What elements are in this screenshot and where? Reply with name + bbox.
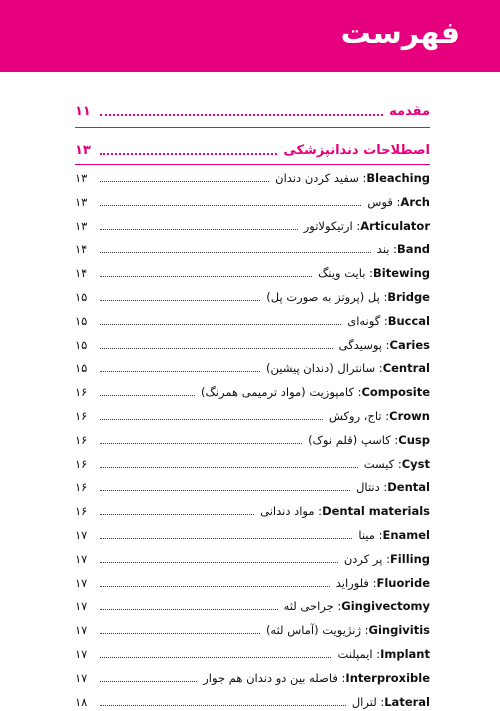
toc-entry-translation: گونه‌ای <box>347 313 381 328</box>
toc-entry-translation: جراحی لثه <box>283 599 334 614</box>
toc-entry-row[interactable] <box>75 429 430 449</box>
toc-entry-term: Caries <box>389 337 430 352</box>
toc-entry-label: Filling: پر کردن <box>343 551 430 566</box>
toc-entry-label: Bitewing: بایت وینگ <box>318 266 430 281</box>
toc-entry-term: Crown <box>389 409 430 423</box>
toc-entry-row[interactable] <box>75 310 430 330</box>
toc-leader-dots <box>100 561 338 563</box>
toc-entry-row[interactable] <box>75 572 430 592</box>
toc-leader-dots <box>100 299 260 301</box>
toc-entry-translation: کامپوزیت (مواد ترمیمی همرنگ) <box>201 385 354 400</box>
toc-leader-dots <box>100 204 361 206</box>
toc-entry-row[interactable] <box>75 595 430 615</box>
toc-entry-translation: سفید کردن دندان <box>275 171 359 185</box>
toc-entry-page: ۱۷ <box>75 623 88 638</box>
toc-entry-label: Central: سانترال (دندان پیشین) <box>266 361 430 376</box>
toc-entry-translation: فلوراید <box>335 575 369 590</box>
toc-entry-row[interactable] <box>75 334 430 354</box>
toc-entry-page: ۱۵ <box>75 337 88 352</box>
toc-leader-dots <box>100 656 331 658</box>
toc-entry-translation: قوس <box>367 194 393 209</box>
toc-entry-page: ۱۴ <box>75 266 88 281</box>
toc-section-page: ۱۳ <box>75 143 91 158</box>
toc-entry-page: ۱۶ <box>75 409 88 423</box>
toc-entry-page: ۱۶ <box>75 432 88 447</box>
toc-entry-page: ۱۳ <box>75 171 88 185</box>
toc-leader-dots <box>100 704 346 706</box>
toc-entry-label: Bridge: پل (پروتز به صورت پل) <box>266 290 430 304</box>
toc-entry-translation: بایت وینگ <box>318 266 366 281</box>
toc-leader-dots <box>100 275 312 277</box>
toc-entry-label: Gingivitis: ژنژیویت (آماس لثه) <box>265 623 430 638</box>
toc-entry-row[interactable] <box>75 191 430 211</box>
toc-entry-term: Articulator <box>360 218 430 233</box>
toc-entry-term: Band <box>397 242 430 257</box>
toc-leader-dots <box>100 680 197 682</box>
toc-leader-dots <box>100 347 333 349</box>
toc-entry-page: ۱۳ <box>75 218 88 233</box>
toc-entry-translation: مینا <box>358 528 375 542</box>
divider <box>75 164 430 165</box>
toc-entry-page: ۱۷ <box>75 551 88 566</box>
toc-entry-page: ۱۴ <box>75 242 88 257</box>
toc-entry-term: Cusp <box>398 432 430 447</box>
toc-entry-row[interactable] <box>75 619 430 639</box>
toc-entry-translation: پر کردن <box>343 551 383 566</box>
toc-entry-page: ۱۵ <box>75 313 88 328</box>
toc-entry-translation: ایمپلنت <box>337 647 373 661</box>
toc-entry-translation: ارتیکولاتور <box>303 218 353 233</box>
toc-entry-label: Caries: پوسیدگی <box>338 337 430 352</box>
toc-entry-page: ۱۵ <box>75 361 88 376</box>
toc-leader-dots <box>100 152 277 155</box>
toc-entry-row[interactable] <box>75 524 430 544</box>
toc-entry-row[interactable] <box>75 405 430 425</box>
toc-entry-page: ۱۷ <box>75 599 88 614</box>
toc-entry-page: ۱۸ <box>75 694 88 709</box>
toc-entry-page: ۱۷ <box>75 528 88 542</box>
toc-entry-page: ۱۶ <box>75 385 88 400</box>
toc-entry-translation: کاسپ (قلم نوک) <box>308 432 391 447</box>
toc-entry-term: Fluoride <box>376 575 430 590</box>
toc-entry-label: Gingivectomy: جراحی لثه <box>283 599 430 614</box>
toc-intro-row[interactable] <box>75 101 430 121</box>
toc-entry-row[interactable] <box>75 286 430 306</box>
toc-entry-row[interactable] <box>75 500 430 520</box>
toc-entry-row[interactable] <box>75 167 430 187</box>
toc-entry-row[interactable] <box>75 667 430 687</box>
toc-entry-label: Band: بند <box>376 242 430 257</box>
toc-entry-page: ۱۶ <box>75 504 88 519</box>
divider <box>75 127 430 128</box>
toc-entry-label: Fluoride: فلوراید <box>335 575 430 590</box>
toc-entry-row[interactable] <box>75 453 430 473</box>
toc-intro-page: ۱۱ <box>75 104 91 119</box>
toc-entry-label: Crown: تاج، روکش <box>328 409 430 423</box>
toc-entry-term: Bridge <box>387 290 430 304</box>
toc-entry-label: Composite: کامپوزیت (مواد ترمیمی همرنگ) <box>201 385 430 400</box>
toc-entry-translation: مواد دندانی <box>260 504 315 519</box>
toc-entry-term: Bleaching <box>366 171 430 185</box>
toc-entry-term: Interproxible <box>345 670 430 685</box>
toc-entry-translation: بند <box>376 242 390 257</box>
toc-entry-label: Dental materials: مواد دندانی <box>260 504 430 519</box>
toc-intro-label: مقدمه <box>389 104 430 119</box>
toc-entry-row[interactable] <box>75 238 430 258</box>
toc-leader-dots <box>100 251 371 253</box>
toc-entry-label: Interproxible: فاصله بین دو دندان هم جوار <box>203 670 430 685</box>
toc-entry-page: ۱۳ <box>75 194 88 209</box>
toc-entry-term: Dental <box>387 480 430 495</box>
toc-entry-translation: دنتال <box>356 480 380 495</box>
toc-entry-row[interactable] <box>75 691 430 711</box>
toc-entry-term: Dental materials <box>322 504 430 519</box>
toc-entry-term: Arch <box>400 194 430 209</box>
toc-entry-term: Filling <box>389 551 430 566</box>
toc-entry-term: Gingivitis <box>368 623 430 638</box>
toc-leader-dots <box>100 608 278 610</box>
toc-entry-term: Gingivectomy <box>341 599 430 614</box>
toc-entry-term: Central <box>382 361 430 376</box>
toc-entry-page: ۱۵ <box>75 290 88 304</box>
toc-leader-dots <box>100 442 302 444</box>
toc-leader-dots <box>100 513 254 515</box>
toc-entry-row[interactable] <box>75 548 430 568</box>
toc-entry-row[interactable] <box>75 357 430 377</box>
toc-leader-dots <box>100 537 352 539</box>
toc-section-row[interactable] <box>75 140 430 160</box>
toc-section-label: اصطلاحات دندانپزشکی <box>283 143 430 158</box>
toc-leader-dots <box>100 466 358 468</box>
toc-leader-dots <box>100 489 350 491</box>
toc-entry-page: ۱۷ <box>75 575 88 590</box>
toc-entry-label: Bleaching: سفید کردن دندان <box>275 171 430 185</box>
toc-entry-term: Composite <box>361 385 430 400</box>
toc-entry-label: Cyst: کیست <box>363 456 430 471</box>
toc-entry-page: ۱۷ <box>75 647 88 661</box>
toc-entry-row[interactable] <box>75 476 430 496</box>
toc-entry-row[interactable] <box>75 215 430 235</box>
toc-entry-translation: فاصله بین دو دندان هم جوار <box>203 670 338 685</box>
toc-entry-translation: لترال <box>351 694 377 709</box>
toc-entry-term: Cyst <box>401 456 430 471</box>
toc-leader-dots <box>100 585 330 587</box>
toc-entry-translation: پوسیدگی <box>338 337 382 352</box>
toc-entry-translation: کیست <box>363 456 395 471</box>
toc-entry-label: Arch: قوس <box>367 194 430 209</box>
toc-entry-page: ۱۷ <box>75 670 88 685</box>
toc-entry-term: Enamel <box>382 528 430 542</box>
toc-entry-term: Implant <box>380 647 430 661</box>
toc-leader-dots <box>100 228 298 230</box>
toc-entry-page: ۱۶ <box>75 456 88 471</box>
toc-entry-row[interactable] <box>75 381 430 401</box>
toc-leader-dots <box>100 394 195 396</box>
toc-leader-dots <box>100 632 260 634</box>
toc-entry-translation: ژنژیویت (آماس لثه) <box>265 623 361 638</box>
toc-leader-dots <box>100 418 323 420</box>
toc-entry-label: Implant: ایمپلنت <box>337 647 430 661</box>
toc-entry-translation: تاج، روکش <box>328 409 382 423</box>
toc-entry-page: ۱۶ <box>75 480 88 495</box>
toc-entry-row[interactable] <box>75 262 430 282</box>
toc-entry-label: Enamel: مینا <box>358 528 430 542</box>
toc-entry-row[interactable] <box>75 643 430 663</box>
toc-entry-translation: سانترال (دندان پیشین) <box>266 361 376 376</box>
toc-entry-label: Articulator: ارتیکولاتور <box>303 218 430 233</box>
toc-entry-label: Cusp: کاسپ (قلم نوک) <box>308 432 430 447</box>
toc-leader-dots <box>100 180 269 182</box>
page-title: فهرست <box>340 16 460 51</box>
toc-entry-term: Buccal <box>387 313 430 328</box>
toc-entry-term: Bitewing <box>373 266 430 281</box>
toc-leader-dots <box>100 323 341 325</box>
toc-entry-label: Dental: دنتال <box>356 480 430 495</box>
toc-leader-dots <box>100 370 260 372</box>
toc-entry-label: Buccal: گونه‌ای <box>347 313 430 328</box>
toc-leader-dots <box>100 113 383 116</box>
toc-entry-translation: پل (پروتز به صورت پل) <box>266 290 380 304</box>
toc-entry-term: Lateral <box>384 694 430 709</box>
toc-entry-label: Lateral: لترال <box>351 694 430 709</box>
